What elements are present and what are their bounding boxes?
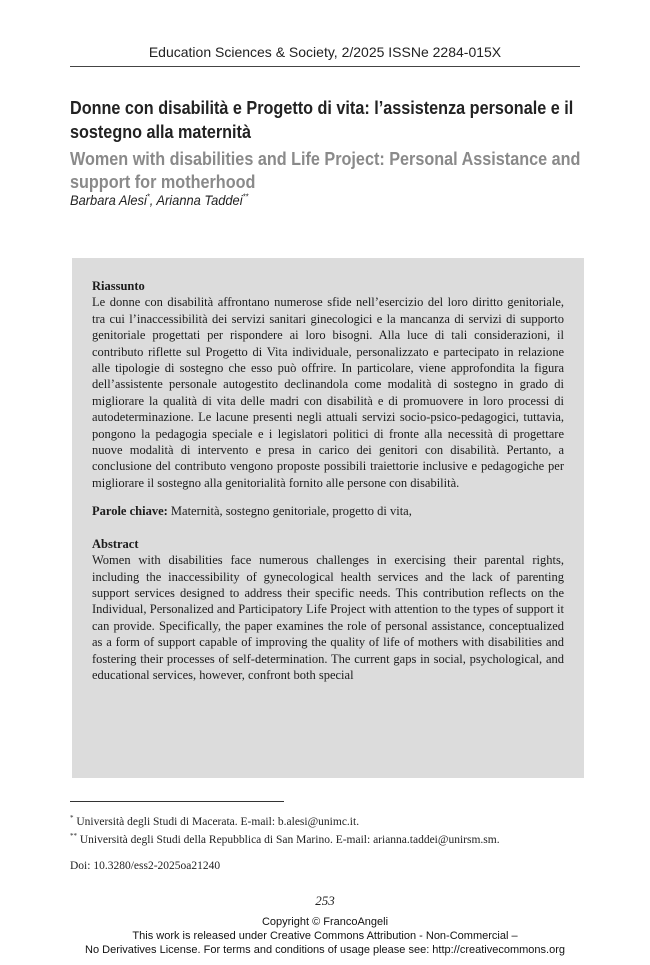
journal-header: Education Sciences & Society, 2/2025 ISSNe 2284-015X — [148, 44, 502, 60]
author-separator: , — [149, 192, 157, 208]
page-number: 253 — [315, 893, 335, 908]
riassunto-heading: Riassunto — [92, 279, 145, 293]
footnotes — [70, 811, 590, 847]
author-2-footnote-mark[interactable]: ** — [242, 192, 249, 202]
riassunto-text: Le donne con disabilità affrontano numerose sfide nell’esercizio del loro diritto genitoriale, tra cui l’inaccessibilità dei servizi sanitari ginecologici e la mancanza di servizi di supporto genitoriale progettati per rispondere ai loro bisogni. Alla luce di tali considerazioni, il contributo riflette sul Progetto di Vita individuale, personalizzato e partecipato in relazione alle tipologie di sostegno che esso può offrire. In particolare, viene approfondita la figura dell’assistente personale autogestito declinandola come modalità di sostegno in grado di migliorare la qualità di vita delle madri con disabilità e di promuovere in loro processi di autodeterminazione. Le lacune presenti negli attuali servizi socio-psico-pedagogici, tuttavia, pongono la pedagogia speciale e i legislatori politici di fronte alla necessità di progettare nuove modalità di intervento e presa in carico dei genitori con disabilità. Pertanto, a conclusione del contributo vengono proposte possibili traiettorie inclusive e pedagogiche per migliorare il sostegno alla genitorialità fornito alle persone con disabilità. — [92, 295, 564, 490]
keywords-line — [92, 503, 564, 519]
footnote-1-mark: * — [70, 814, 74, 822]
footnote-divider — [70, 801, 284, 802]
title-english: Women with disabilities and Life Project: Personal Assistance and support for motherhood — [70, 149, 581, 192]
abstract-text: Women with disabilities face numerous challenges in exercising their parental rights, including the inaccessibility of gynecological health services and the lack of parenting support services designed to address their specific needs. This contribution reflects on the Individual, Personalized and Participatory Life Project with attention to the types of support it can provide. Specifically, the paper examines the role of personal assistance, conceptualized as a form of support capable of improving the quality of life of mothers with disabilities and fostering their processes of self-determination. The current gaps in social, psychological, and educational services, however, confront both special — [92, 553, 564, 682]
abstract-box — [72, 258, 584, 778]
footnote-2 — [70, 829, 590, 847]
footnote-1 — [70, 811, 590, 829]
keywords-label: Parole chiave: — [92, 504, 168, 519]
license-notice — [0, 915, 650, 957]
license-line-1: This work is released under Creative Commons Attribution - Non-Commercial – — [132, 930, 518, 942]
license-line-2[interactable]: No Derivatives License. For terms and conditions of usage please see: http://creativecommons.org — [85, 944, 565, 956]
author-2: Arianna Taddei — [156, 192, 243, 208]
header-divider — [70, 66, 580, 67]
keywords-text: Maternità, sostegno genitoriale, progetto di vita, — [167, 504, 412, 519]
doi-link[interactable]: Doi: 10.3280/ess2-2025oa21240 — [70, 860, 221, 872]
footnote-1-text: Università degli Studi di Macerata. E-mail: b.alesi@unimc.it. — [73, 815, 360, 828]
author-1: Barbara Alesi — [70, 192, 147, 208]
footnote-2-mark: ** — [70, 831, 77, 840]
copyright-line: Copyright © FrancoAngeli — [261, 916, 389, 928]
footnote-2-text: Università degli Studi della Repubblica di San Marino. E-mail: arianna.taddei@unirsm.sm. — [77, 833, 500, 846]
author-1-footnote-mark[interactable]: * — [146, 192, 150, 202]
abstract-heading: Abstract — [92, 536, 139, 551]
title-italian: Donne con disabilità e Progetto di vita: l’assistenza personale e il sostegno alla maternità — [70, 98, 574, 142]
abstract-box-content — [92, 278, 564, 683]
authors-line — [70, 192, 248, 208]
